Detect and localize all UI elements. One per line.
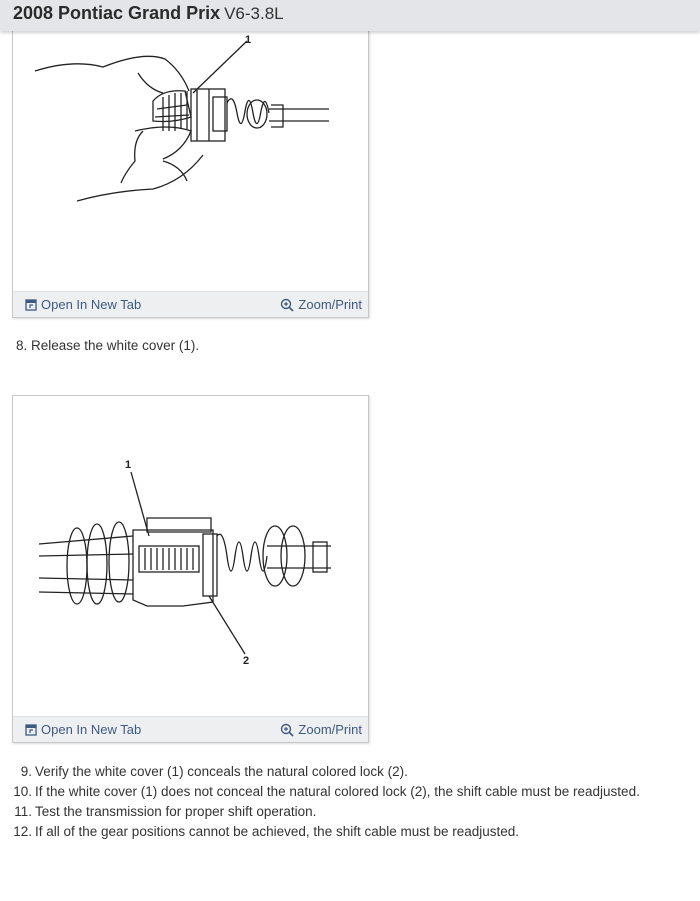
zoom-print-label: Zoom/Print [298,722,362,737]
step-8: 8. Release the white cover (1). [16,338,200,353]
figure-1-zoom-print[interactable] [280,297,362,312]
figure-2-zoom-print[interactable] [280,722,362,737]
step-number: 10. [13,784,32,799]
step-text: Test the transmission for proper shift operation. [35,804,317,819]
figure-1-open-new-tab[interactable] [25,297,141,312]
figure-2-open-new-tab[interactable] [25,722,141,737]
figure-2 [12,395,369,743]
page-header [0,0,700,31]
step-text: Verify the white cover (1) conceals the natural colored lock (2). [35,764,408,779]
figure-2-toolbar [13,716,368,742]
step-9 [10,762,640,782]
figure-2-illustration [13,396,368,714]
vehicle-name: 2008 Pontiac Grand Prix [13,3,221,23]
zoom-print-label: Zoom/Print [298,297,362,312]
vehicle-title [13,3,284,24]
step-number: 9. [20,764,32,779]
steps-list [10,762,640,842]
zoom-icon [280,723,294,737]
open-new-tab-label: Open In New Tab [41,722,142,737]
figure-2-callout-2: 2 [243,655,250,667]
engine-label: V6-3.8L [224,4,284,23]
zoom-icon [280,298,294,312]
step-10 [10,782,640,802]
figure-1-toolbar [13,291,368,317]
open-new-tab-icon [25,724,37,736]
figure-1 [12,30,369,318]
figure-1-callout-1: 1 [245,34,252,46]
step-12 [10,822,640,842]
step-number: 12. [13,824,32,839]
open-new-tab-icon [25,299,37,311]
open-new-tab-label: Open In New Tab [41,297,142,312]
step-11 [10,802,640,822]
step-text: If all of the gear positions cannot be achieved, the shift cable must be readjusted. [35,824,520,839]
figure-2-callout-1: 1 [125,459,132,471]
step-number: 11. [14,804,32,819]
step-text: If the white cover (1) does not conceal the natural colored lock (2), the shift cable must be readjusted. [35,784,640,799]
figure-1-illustration [13,31,368,289]
